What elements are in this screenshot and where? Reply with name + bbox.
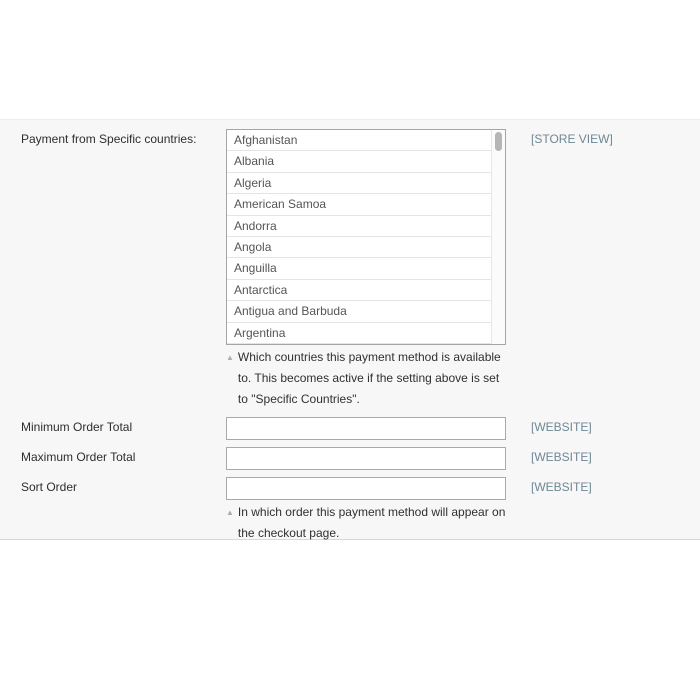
specific-countries-listbox[interactable]	[226, 129, 506, 345]
country-option[interactable]: American Samoa	[227, 194, 492, 215]
note-marker-icon: ▲	[226, 353, 234, 362]
listbox-options	[227, 130, 492, 344]
country-option[interactable]: Albania	[227, 151, 492, 172]
sort-order-note-text: In which order this payment method will appear on the checkout page.	[237, 505, 506, 540]
sort-order-label: Sort Order	[21, 480, 78, 494]
field-row-sort-order	[0, 477, 700, 500]
specific-countries-label: Payment from Specific countries:	[21, 132, 197, 146]
minimum-order-total-label: Minimum Order Total	[21, 420, 133, 434]
listbox-scroll-thumb[interactable]	[495, 132, 502, 151]
specific-countries-scope-label: [STORE VIEW]	[531, 132, 613, 146]
country-option[interactable]: Angola	[227, 237, 492, 258]
maximum-order-total-input[interactable]	[226, 447, 506, 470]
country-option[interactable]: Argentina	[227, 323, 492, 344]
sort-order-input[interactable]	[226, 477, 506, 500]
maximum-order-total-scope-label: [WEBSITE]	[531, 450, 592, 464]
listbox-scrollbar[interactable]	[491, 130, 505, 344]
field-row-maximum-order-total	[0, 447, 700, 470]
sort-order-scope-label: [WEBSITE]	[531, 480, 592, 494]
specific-countries-note-text: Which countries this payment method is available to. This becomes active if the setting above is set to "Specific Countries".	[237, 350, 501, 406]
country-option[interactable]: Antigua and Barbuda	[227, 301, 492, 322]
country-option[interactable]: Anguilla	[227, 258, 492, 279]
country-option[interactable]: Andorra	[227, 216, 492, 237]
minimum-order-total-scope-label: [WEBSITE]	[531, 420, 592, 434]
minimum-order-total-input[interactable]	[226, 417, 506, 440]
country-option[interactable]: Afghanistan	[227, 130, 492, 151]
country-option[interactable]: Antarctica	[227, 280, 492, 301]
sort-order-note	[226, 502, 700, 544]
field-row-specific-countries	[0, 129, 700, 345]
field-row-minimum-order-total	[0, 417, 700, 440]
country-option[interactable]: Algeria	[227, 173, 492, 194]
specific-countries-note	[226, 347, 700, 410]
payment-method-config-panel	[0, 119, 700, 540]
maximum-order-total-label: Maximum Order Total	[21, 450, 136, 464]
note-marker-icon: ▲	[226, 508, 234, 517]
